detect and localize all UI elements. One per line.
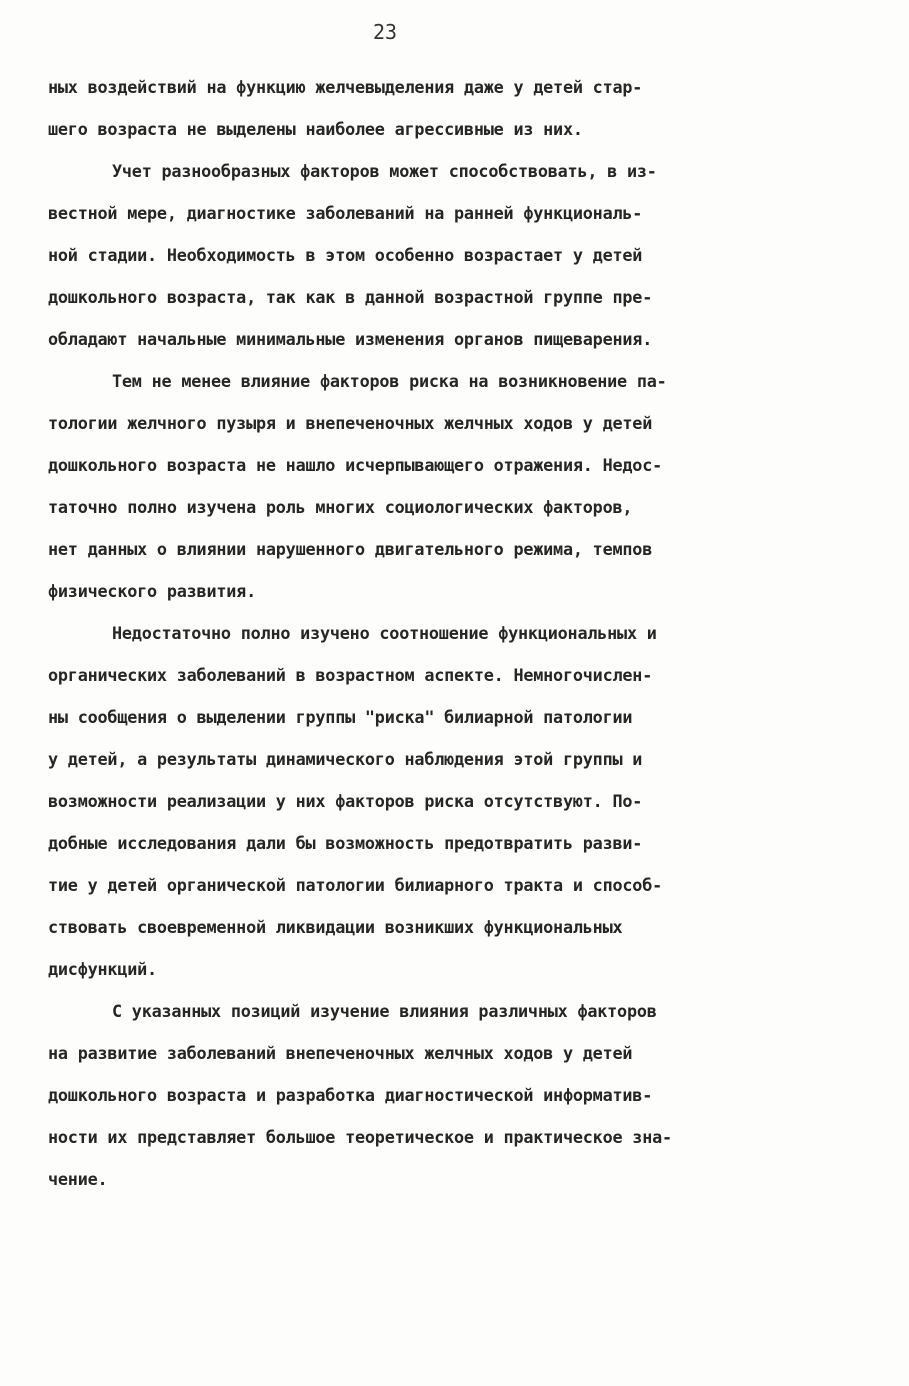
- text-line: обладают начальные минимальные изменения органов пищеварения.: [48, 329, 653, 349]
- text-line: нет данных о влиянии нарушенного двигательного режима, темпов: [48, 539, 653, 559]
- text-line: ных воздействий на функцию желчевыделения даже у детей стар-: [48, 77, 643, 97]
- text-line: ны сообщения о выделении группы "риска" билиарной патологии: [48, 707, 633, 727]
- body-text: [48, 66, 858, 1200]
- text-line: шего возраста не выделены наиболее агрессивные из них.: [48, 119, 583, 139]
- text-line: Недостаточно полно изучено соотношение функциональных и: [112, 623, 657, 643]
- text-line: чение.: [48, 1169, 108, 1189]
- text-line: органических заболеваний в возрастном аспекте. Немногочислен-: [48, 665, 653, 685]
- text-line: С указанных позиций изучение влияния различных факторов: [112, 1001, 657, 1021]
- text-line: дисфункций.: [48, 959, 157, 979]
- text-line: ной стадии. Необходимость в этом особенно возрастает у детей: [48, 245, 643, 265]
- text-line: дошкольного возраста не нашло исчерпывающего отражения. Недос-: [48, 455, 662, 475]
- text-line: вестной мере, диагностике заболеваний на ранней функциональ-: [48, 203, 643, 223]
- page-number: 23: [372, 20, 398, 44]
- text-line: Учет разнообразных факторов может способствовать, в из-: [112, 161, 657, 181]
- text-line: дошкольного возраста и разработка диагностической информатив-: [48, 1085, 653, 1105]
- text-line: у детей, а результаты динамического наблюдения этой группы и: [48, 749, 643, 769]
- text-line: таточно полно изучена роль многих социологических факторов,: [48, 497, 633, 517]
- text-line: дошкольного возраста, так как в данной возрастной группе пре-: [48, 287, 653, 307]
- text-line: Тем не менее влияние факторов риска на возникновение па-: [112, 371, 667, 391]
- text-line: физического развития.: [48, 581, 256, 601]
- text-line: тологии желчного пузыря и внепеченочных желчных ходов у детей: [48, 413, 653, 433]
- text-line: возможности реализации у них факторов риска отсутствуют. По-: [48, 791, 643, 811]
- text-line: тие у детей органической патологии билиарного тракта и способ-: [48, 875, 662, 895]
- text-line: добные исследования дали бы возможность предотвратить разви-: [48, 833, 643, 853]
- text-line: ности их представляет большое теоретическое и практическое зна-: [48, 1127, 672, 1147]
- text-line: на развитие заболеваний внепеченочных желчных ходов у детей: [48, 1043, 633, 1063]
- text-line: ствовать своевременной ликвидации возникших функциональных: [48, 917, 623, 937]
